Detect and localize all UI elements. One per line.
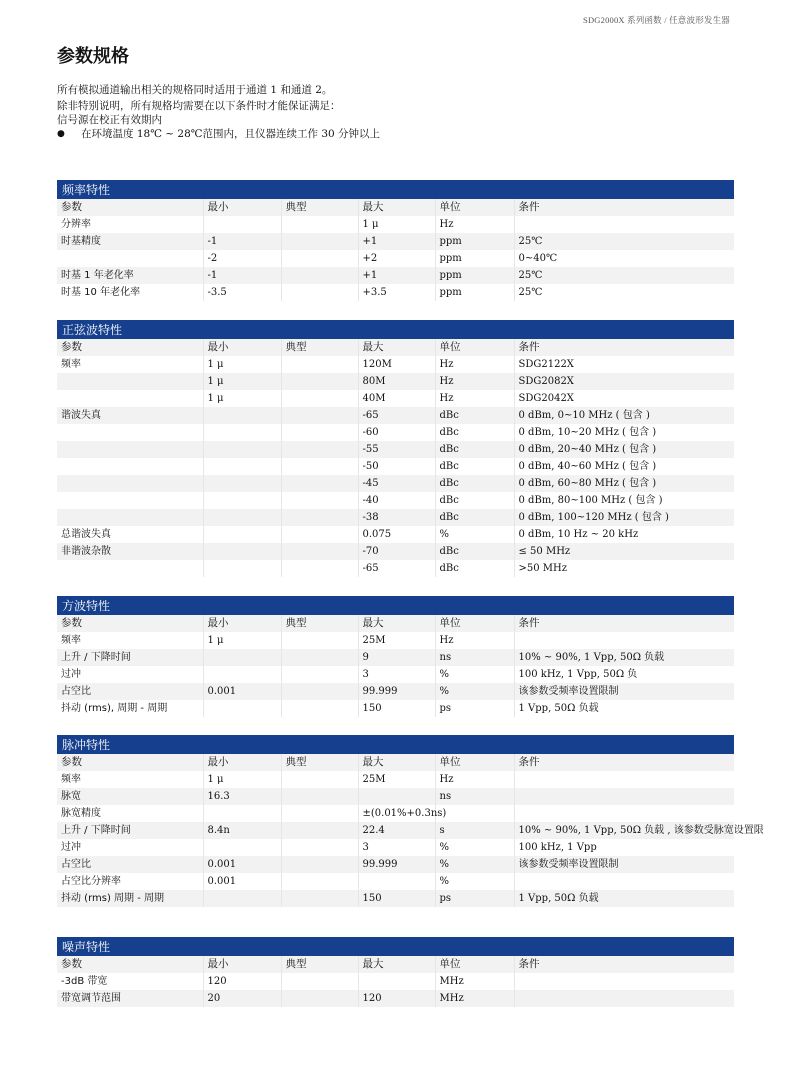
table-cell: -45 bbox=[358, 475, 435, 492]
column-header: 典型 bbox=[281, 199, 358, 216]
table-cell: 带宽调节范围 bbox=[57, 990, 203, 1007]
table-cell: 0 dBm, 100~120 MHz ( 包含 ) bbox=[514, 509, 734, 526]
table-cell: 0 dBm, 10 Hz ~ 20 kHz bbox=[514, 526, 734, 543]
intro-text bbox=[57, 82, 457, 114]
table-cell bbox=[281, 632, 358, 649]
column-header: 典型 bbox=[281, 956, 358, 973]
table-row bbox=[57, 475, 734, 492]
table-row bbox=[57, 973, 734, 990]
spec-table bbox=[57, 754, 764, 907]
table-cell bbox=[514, 973, 734, 990]
table-cell: 0 dBm, 10~20 MHz ( 包含 ) bbox=[514, 424, 734, 441]
table-cell: 1 μ bbox=[203, 356, 281, 373]
table-cell: dBc bbox=[435, 424, 514, 441]
table-cell bbox=[281, 666, 358, 683]
table-cell: -40 bbox=[358, 492, 435, 509]
table-cell: dBc bbox=[435, 492, 514, 509]
table-cell: 该参数受频率设置限制 bbox=[514, 683, 734, 700]
table-cell: 1 μ bbox=[203, 390, 281, 407]
table-cell: Hz bbox=[435, 771, 514, 788]
column-header: 最小 bbox=[203, 615, 281, 632]
table-cell: 脉宽精度 bbox=[61, 808, 101, 819]
column-header: 参数 bbox=[57, 615, 203, 632]
column-header: 单位 bbox=[435, 956, 514, 973]
table-cell bbox=[358, 873, 435, 890]
table-cell bbox=[281, 475, 358, 492]
table-cell: 120 bbox=[203, 973, 281, 990]
table-cell: 25℃ bbox=[514, 284, 734, 301]
table-cell bbox=[435, 805, 514, 822]
table-cell: 0 dBm, 0~10 MHz ( 包含 ) bbox=[514, 407, 734, 424]
table-cell bbox=[281, 856, 358, 873]
table-cell: 1 μ bbox=[203, 632, 281, 649]
table-row bbox=[57, 458, 734, 475]
table-row bbox=[57, 526, 734, 543]
section-title: 脉冲特性 bbox=[57, 735, 734, 754]
column-header: 参数 bbox=[57, 754, 203, 771]
table-cell: -1 bbox=[203, 233, 281, 250]
table-header-row bbox=[57, 956, 734, 973]
table-row bbox=[57, 990, 734, 1007]
table-cell: 1 Vpp, 50Ω 负载 bbox=[514, 700, 734, 717]
table-row bbox=[57, 373, 734, 390]
table-row bbox=[57, 356, 734, 373]
table-cell: 99.999 bbox=[358, 856, 435, 873]
table-cell: 0~40℃ bbox=[514, 250, 734, 267]
table-cell bbox=[281, 373, 358, 390]
table-cell bbox=[57, 250, 203, 267]
table-cell: 0 dBm, 20~40 MHz ( 包含 ) bbox=[514, 441, 734, 458]
table-cell: 占空比 bbox=[57, 856, 203, 873]
table-cell: 0 dBm, 80~100 MHz ( 包含 ) bbox=[514, 492, 734, 509]
table-cell: 80M bbox=[358, 373, 435, 390]
table-cell: 150 bbox=[358, 890, 435, 907]
table-cell bbox=[281, 771, 358, 788]
column-header: 单位 bbox=[435, 754, 514, 771]
table-cell: 25M bbox=[358, 771, 435, 788]
table-cell bbox=[57, 441, 203, 458]
section-title: 频率特性 bbox=[57, 180, 734, 199]
table-cell: ns bbox=[435, 649, 514, 666]
table-cell bbox=[203, 475, 281, 492]
section-sine bbox=[57, 320, 734, 577]
table-cell bbox=[281, 250, 358, 267]
table-cell bbox=[514, 805, 734, 822]
table-cell: 上升 / 下降时间 bbox=[57, 822, 203, 839]
table-cell: % bbox=[435, 666, 514, 683]
table-cell bbox=[281, 509, 358, 526]
table-cell: ppm bbox=[435, 267, 514, 284]
table-cell: ps bbox=[435, 700, 514, 717]
spec-table bbox=[57, 339, 734, 577]
table-cell: 时基 10 年老化率 bbox=[61, 287, 141, 298]
table-cell: 非谐波杂散 bbox=[57, 543, 203, 560]
table-cell: 0.001 bbox=[203, 683, 281, 700]
table-cell: 上升 / 下降时间 bbox=[57, 649, 203, 666]
table-cell: MHz bbox=[435, 990, 514, 1007]
column-header: 条件 bbox=[514, 339, 734, 356]
table-cell: ppm bbox=[435, 250, 514, 267]
table-cell: ppm bbox=[435, 284, 514, 301]
table-cell bbox=[203, 560, 281, 577]
table-cell: dBc bbox=[435, 543, 514, 560]
table-cell bbox=[281, 216, 358, 233]
table-cell: dBc bbox=[435, 475, 514, 492]
table-header-row bbox=[57, 339, 734, 356]
table-cell bbox=[57, 458, 203, 475]
column-header: 最大 bbox=[358, 615, 435, 632]
section-title: 方波特性 bbox=[57, 596, 734, 615]
table-cell: +1 bbox=[358, 233, 435, 250]
table-cell: 时基精度 bbox=[57, 233, 203, 250]
table-row bbox=[57, 267, 734, 284]
table-row bbox=[57, 492, 734, 509]
table-cell: 抖动 (rms) 周期 - 周期 bbox=[57, 890, 203, 907]
table-cell: 1 μ bbox=[203, 771, 281, 788]
table-cell bbox=[203, 839, 281, 856]
section-title: 噪声特性 bbox=[57, 937, 734, 956]
condition-list bbox=[57, 113, 387, 141]
column-header: 条件 bbox=[514, 199, 734, 216]
table-header-row bbox=[57, 199, 734, 216]
table-cell bbox=[203, 407, 281, 424]
column-header: 单位 bbox=[435, 615, 514, 632]
table-cell bbox=[281, 788, 358, 805]
table-cell bbox=[281, 560, 358, 577]
table-cell: 1 μ bbox=[203, 373, 281, 390]
table-cell: 22.4 bbox=[358, 822, 435, 839]
table-cell: 10% ~ 90%, 1 Vpp, 50Ω 负载 bbox=[514, 649, 734, 666]
table-cell: SDG2042X bbox=[514, 390, 734, 407]
table-cell: 过冲 bbox=[61, 669, 81, 680]
table-cell bbox=[281, 990, 358, 1007]
table-row bbox=[57, 666, 734, 683]
table-cell: Hz bbox=[435, 390, 514, 407]
spec-table bbox=[57, 199, 734, 301]
table-cell bbox=[514, 216, 734, 233]
table-cell bbox=[281, 233, 358, 250]
table-cell bbox=[281, 873, 358, 890]
table-cell: dBc bbox=[435, 560, 514, 577]
table-cell: 时基 1 年老化率 bbox=[57, 267, 203, 284]
table-cell: 0.001 bbox=[203, 873, 281, 890]
table-cell bbox=[203, 492, 281, 509]
table-cell bbox=[281, 458, 358, 475]
table-cell: 20 bbox=[203, 990, 281, 1007]
table-cell: -65 bbox=[358, 407, 435, 424]
table-cell bbox=[281, 424, 358, 441]
column-header: 最大 bbox=[358, 339, 435, 356]
table-cell: 频率 bbox=[61, 774, 81, 785]
table-cell bbox=[57, 424, 203, 441]
table-cell: 频率 bbox=[61, 359, 81, 370]
table-cell: 120M bbox=[358, 356, 435, 373]
table-cell bbox=[203, 526, 281, 543]
table-cell bbox=[57, 373, 203, 390]
table-cell: ns bbox=[435, 788, 514, 805]
column-header: 最小 bbox=[203, 339, 281, 356]
table-row bbox=[57, 424, 734, 441]
condition-line: 信号源在校正有效期内 bbox=[57, 114, 162, 126]
condition-bullet bbox=[57, 127, 387, 141]
running-head: SDG2000X 系列函数 / 任意波形发生器 bbox=[583, 15, 730, 25]
table-cell: -65 bbox=[358, 560, 435, 577]
table-cell: 脉宽 bbox=[57, 788, 203, 805]
column-header: 最大 bbox=[358, 754, 435, 771]
table-cell bbox=[281, 390, 358, 407]
table-row bbox=[57, 700, 734, 717]
table-cell: % bbox=[435, 873, 514, 890]
table-cell: 分辨率 bbox=[61, 219, 91, 230]
table-cell: 8.4n bbox=[203, 822, 281, 839]
table-cell bbox=[281, 492, 358, 509]
column-header: 条件 bbox=[514, 956, 734, 973]
table-row bbox=[57, 890, 734, 907]
table-row bbox=[57, 390, 734, 407]
table-cell bbox=[281, 700, 358, 717]
table-cell: 谐波失真 bbox=[57, 407, 203, 424]
table-cell bbox=[203, 543, 281, 560]
table-row bbox=[57, 839, 734, 856]
table-row bbox=[57, 407, 734, 424]
table-cell bbox=[281, 649, 358, 666]
table-row bbox=[57, 560, 734, 577]
table-cell: 频率 bbox=[61, 635, 81, 646]
table-cell: dBc bbox=[435, 458, 514, 475]
table-cell: % bbox=[435, 683, 514, 700]
table-cell bbox=[514, 990, 734, 1007]
table-cell bbox=[281, 407, 358, 424]
table-cell: Hz bbox=[435, 356, 514, 373]
table-cell: dBc bbox=[435, 441, 514, 458]
table-cell: -60 bbox=[358, 424, 435, 441]
column-header: 条件 bbox=[514, 754, 734, 771]
table-cell: % bbox=[435, 526, 514, 543]
table-cell bbox=[57, 560, 203, 577]
column-header: 参数 bbox=[57, 339, 203, 356]
column-header: 典型 bbox=[281, 754, 358, 771]
table-cell: 25℃ bbox=[514, 267, 734, 284]
table-cell: SDG2122X bbox=[514, 356, 734, 373]
table-row bbox=[57, 284, 734, 301]
table-cell bbox=[281, 543, 358, 560]
column-header: 单位 bbox=[435, 199, 514, 216]
table-cell: MHz bbox=[435, 973, 514, 990]
table-cell: 120 bbox=[358, 990, 435, 1007]
column-header: 最小 bbox=[203, 956, 281, 973]
table-cell: 25℃ bbox=[514, 233, 734, 250]
table-cell: 1 μ bbox=[358, 216, 435, 233]
section-square bbox=[57, 596, 734, 717]
table-cell: ≤ 50 MHz bbox=[514, 543, 734, 560]
table-row bbox=[57, 649, 734, 666]
section-noise bbox=[57, 937, 734, 1007]
table-cell: -70 bbox=[358, 543, 435, 560]
table-row bbox=[57, 683, 734, 700]
table-row bbox=[57, 250, 734, 267]
column-header: 典型 bbox=[281, 615, 358, 632]
table-cell bbox=[203, 666, 281, 683]
table-row bbox=[57, 632, 734, 649]
table-cell bbox=[203, 509, 281, 526]
table-cell: dBc bbox=[435, 407, 514, 424]
table-cell: ±(0.01%+0.3ns) bbox=[358, 805, 435, 822]
table-cell: -1 bbox=[203, 267, 281, 284]
column-header: 典型 bbox=[281, 339, 358, 356]
table-cell: % bbox=[435, 856, 514, 873]
table-row bbox=[57, 771, 734, 788]
table-cell bbox=[57, 492, 203, 509]
table-cell: -2 bbox=[203, 250, 281, 267]
column-header: 参数 bbox=[57, 956, 203, 973]
spec-table bbox=[57, 615, 734, 717]
column-header: 最大 bbox=[358, 956, 435, 973]
column-header: 最小 bbox=[203, 754, 281, 771]
table-row bbox=[57, 441, 734, 458]
table-row bbox=[57, 822, 734, 839]
table-row bbox=[57, 509, 734, 526]
table-row bbox=[57, 233, 734, 250]
table-header-row bbox=[57, 615, 734, 632]
table-cell: 过冲 bbox=[61, 842, 81, 853]
table-cell: >50 MHz bbox=[514, 560, 734, 577]
table-cell: 0 dBm, 60~80 MHz ( 包含 ) bbox=[514, 475, 734, 492]
intro-line: 除非特别说明，所有规格均需要在以下条件时才能保证满足： bbox=[57, 100, 341, 112]
table-cell: 0 dBm, 40~60 MHz ( 包含 ) bbox=[514, 458, 734, 475]
bullet-icon: ● bbox=[57, 129, 65, 139]
table-cell bbox=[281, 526, 358, 543]
table-cell bbox=[514, 873, 734, 890]
table-cell bbox=[281, 356, 358, 373]
section-frequency bbox=[57, 180, 734, 301]
table-cell: 150 bbox=[358, 700, 435, 717]
table-cell bbox=[358, 788, 435, 805]
table-cell: s bbox=[435, 822, 514, 839]
section-pulse bbox=[57, 735, 764, 907]
table-cell: 总谐波失真 bbox=[61, 529, 111, 540]
column-header: 单位 bbox=[435, 339, 514, 356]
table-cell bbox=[281, 890, 358, 907]
table-cell: Hz bbox=[435, 373, 514, 390]
table-cell: 0.001 bbox=[203, 856, 281, 873]
table-cell bbox=[281, 683, 358, 700]
table-header-row bbox=[57, 754, 734, 771]
table-cell: ppm bbox=[435, 233, 514, 250]
table-cell bbox=[358, 973, 435, 990]
table-cell: 占空比 bbox=[57, 683, 203, 700]
table-cell: SDG2082X bbox=[514, 373, 734, 390]
table-cell: 0.075 bbox=[358, 526, 435, 543]
table-cell bbox=[514, 632, 734, 649]
table-cell: 100 kHz, 1 Vpp bbox=[514, 839, 734, 856]
table-cell bbox=[203, 805, 281, 822]
table-cell bbox=[203, 890, 281, 907]
table-cell bbox=[281, 805, 358, 822]
table-cell: 40M bbox=[358, 390, 435, 407]
table-cell: 9 bbox=[358, 649, 435, 666]
table-cell: -38 bbox=[358, 509, 435, 526]
table-cell bbox=[57, 509, 203, 526]
table-cell bbox=[57, 390, 203, 407]
table-cell bbox=[281, 441, 358, 458]
table-row bbox=[57, 788, 734, 805]
table-cell: +3.5 bbox=[358, 284, 435, 301]
table-row bbox=[57, 543, 734, 560]
table-cell bbox=[281, 839, 358, 856]
table-cell bbox=[514, 788, 734, 805]
table-cell bbox=[281, 267, 358, 284]
table-cell: % bbox=[435, 839, 514, 856]
table-cell: -3.5 bbox=[203, 284, 281, 301]
bullet-text: 在环境温度 18℃ ~ 28℃范围内，且仪器连续工作 30 分钟以上 bbox=[81, 128, 381, 140]
table-cell bbox=[281, 284, 358, 301]
table-row bbox=[57, 805, 734, 822]
table-cell: 10% ~ 90%, 1 Vpp, 50Ω 负载 , 该参数受脉宽设置限 bbox=[514, 822, 734, 839]
section-title: 正弦波特性 bbox=[57, 320, 734, 339]
table-cell: 3 bbox=[358, 666, 435, 683]
table-cell: 该参数受频率设置限制 bbox=[514, 856, 734, 873]
table-cell bbox=[203, 700, 281, 717]
table-cell bbox=[281, 822, 358, 839]
table-row bbox=[57, 856, 734, 873]
table-cell bbox=[57, 475, 203, 492]
column-header: 最大 bbox=[358, 199, 435, 216]
table-cell: -50 bbox=[358, 458, 435, 475]
table-cell bbox=[281, 973, 358, 990]
table-cell bbox=[203, 649, 281, 666]
table-cell: 16.3 bbox=[203, 788, 281, 805]
table-cell: dBc bbox=[435, 509, 514, 526]
table-cell: 99.999 bbox=[358, 683, 435, 700]
table-cell: 3 bbox=[358, 839, 435, 856]
table-row bbox=[57, 216, 734, 233]
page-title: 参数规格 bbox=[57, 46, 129, 67]
table-cell bbox=[203, 216, 281, 233]
intro-line: 所有模拟通道输出相关的规格同时适用于通道 1 和通道 2。 bbox=[57, 84, 333, 96]
column-header: 参数 bbox=[57, 199, 203, 216]
table-cell: 25M bbox=[358, 632, 435, 649]
table-cell: +2 bbox=[358, 250, 435, 267]
table-cell: 占空比分辨率 bbox=[61, 876, 121, 887]
table-cell bbox=[203, 458, 281, 475]
column-header: 条件 bbox=[514, 615, 734, 632]
table-cell: -55 bbox=[358, 441, 435, 458]
table-cell: 1 Vpp, 50Ω 负载 bbox=[514, 890, 734, 907]
table-cell: Hz bbox=[435, 632, 514, 649]
table-cell bbox=[514, 771, 734, 788]
table-cell: +1 bbox=[358, 267, 435, 284]
column-header: 最小 bbox=[203, 199, 281, 216]
table-cell bbox=[203, 441, 281, 458]
table-cell: ps bbox=[435, 890, 514, 907]
table-cell bbox=[203, 424, 281, 441]
table-cell: Hz bbox=[435, 216, 514, 233]
table-cell: 抖动 (rms), 周期 - 周期 bbox=[61, 703, 168, 714]
table-row bbox=[57, 873, 734, 890]
table-cell: -3dB 带宽 bbox=[61, 976, 108, 987]
spec-table bbox=[57, 956, 734, 1007]
table-cell: 100 kHz, 1 Vpp, 50Ω 负 bbox=[514, 666, 734, 683]
